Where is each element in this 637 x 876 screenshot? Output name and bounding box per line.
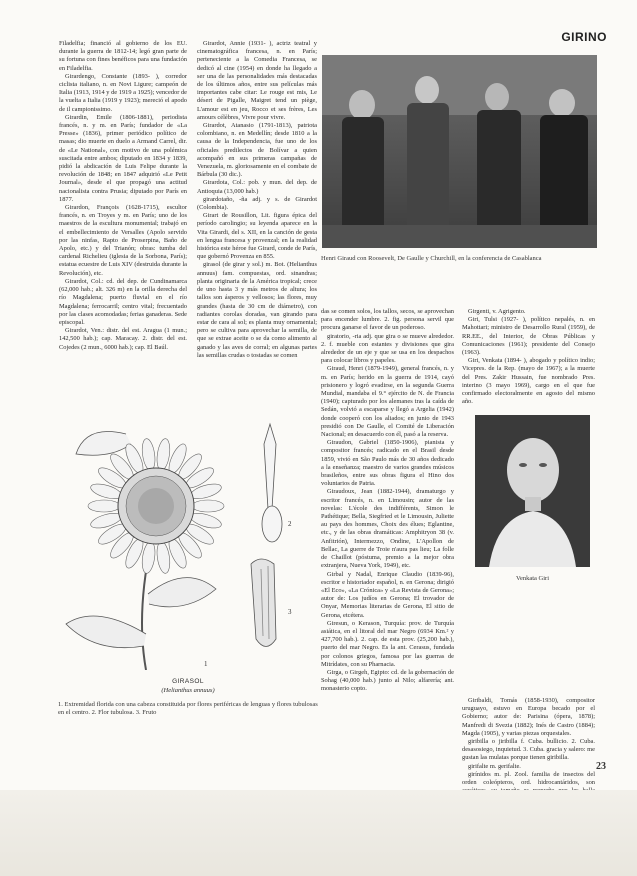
entry-paragraph: Giresun, o Kerason, Turquía: prov. de Turquía asiática, en el litoral del mar Negro (6934 Km.² y 427,700 hab.). 2. cap. de esta prov. (25,200 hab.), puerto del mar Negro. Es la ant. Cerasus, fundada por colonos griegos, famosa por las guerras de Mitrídates, con su Pharnacia. bbox=[321, 619, 454, 668]
entry-paragraph: Giri, Venkata (1894- ), abogado y político indio; Vicepres. de la Rep. (mayo de 1967); a la muerte del Pres. Zakir Hussain, fue nombrado Pres. interino (3 mayo 1969), cargo en el que fue confirmado electoralmente en agosto del mismo año. bbox=[462, 357, 595, 406]
entry-paragraph: Girardot, Ven.: distr. del est. Aragua (1 mun.; 142,500 hab.); cap. Maracay. 2. distr. del est. Cojedes (2 mun., 6000 hab.); cap. El Baúl. bbox=[59, 327, 187, 351]
entry-paragraph: Giri, Tulsi (1927- ), político nepalés, n. en Mahottari; ministro de Desarrollo Rural (1959), de RR.EE., del Interior, de Obras Públicas y Comunicaciones (1961); presidente del Consejo (1963). bbox=[462, 316, 595, 357]
illustration-latin-name: (Helianthus annuus) bbox=[161, 686, 215, 694]
figure-number-2: 2 bbox=[288, 520, 292, 528]
text-column-4 bbox=[462, 308, 595, 406]
entry-paragraph: girínidos m. pl. Zool. familia de insectos del orden coleópteros, ord. hidrocantáridos, son bbox=[462, 770, 595, 787]
sunflower-petal bbox=[192, 500, 224, 512]
entry-paragraph: das se comen solos, los tallos, secos, se aprovechan para encender lumbre. 2. fig. persona servil que procura ganarse el favor de un poderoso. bbox=[321, 308, 454, 332]
entry-paragraph: Filadelfia; financió al gobierno de los EU. durante la guerra de 1812-14; legó gran parte de su fortuna con fines benéficos para una fundación en Filadelfia. bbox=[59, 40, 187, 72]
figure-number-3: 3 bbox=[288, 608, 292, 616]
figure-number-1: 1 bbox=[204, 660, 208, 668]
entry-paragraph: Girardengo, Constante (1893- ), corredor ciclista italiano, n. en Novi Ligure; campeón de Italia (1913, 1914 y de 1919 a 1925); vencedor de la vuelta a Italia (1919 y 1923); mereció el apodo de il campionissimo. bbox=[59, 72, 187, 113]
photo-caption: Venkata Giri bbox=[515, 575, 550, 582]
entry-paragraph: Girga, o Girgeh, Egipto: cd. de la gobernación de Sohag (40,000 hab.) junto al Nilo; alfarería; ant. monasterio copto. bbox=[321, 668, 454, 693]
entry-paragraph: Girgenti, v. Agrigento. bbox=[468, 308, 526, 315]
photo-venkata-giri bbox=[475, 415, 590, 567]
illustration-caption bbox=[56, 678, 320, 695]
sunflower-illustration bbox=[56, 414, 320, 670]
sunflower-head-icon bbox=[88, 438, 224, 574]
photo-caption: Henri Giraud con Roosevelt, De Gaulle y Churchill, en la conferencia de Casablanca bbox=[321, 255, 542, 262]
entry-paragraph: Giraud, Henri (1879-1949), general francés, n. y m. en París; herido en la guerra de 1914, cayó prisionero y logró evadirse, en la segunda Guerra Mundial, mandaba el 9.° ejército de N. de Francia (1940); capturado por los alemanes tras la caída de Sedán, volvió a escaparse y llegó a Argelia (1942) donde cooperó con los aliados; en junio de 1943 presidió con De Gaulle, el Comité de Liberación Nacional; en desacuerdo con él, pasó a la reserva. bbox=[321, 365, 454, 439]
text-column-2 bbox=[197, 40, 317, 360]
entry-paragraph: Giraudoux, Jean (1882-1944), dramaturgo y escritor francés, n. en Limousin; autor de las novelas: L'école des indifférents, Simon le Pathétique; Bella, Siegfried et le Limousin, Juliette au pays des hommes, Choix des élues; Eglantine, etc., y de las obras dramáticas: Amphitryon 38 (v. Anfitrión), Intermezzo, Ondine, L'Apollon de Bellac, La guerre de Troie n'aura pas lieu; La folle de Chaillot (póstuma, premio a la mejor obra extranjera, Nueva York, 1949), etc. bbox=[321, 488, 454, 570]
illustration-footnote: 1. Extremidad florida con una cabeza constituida por flores periféricas de lenguas y flores tubulosas en el centro. 2. Flor tubulosa. 3. Fruto bbox=[58, 701, 318, 717]
text-column-1 bbox=[59, 40, 187, 352]
entry-paragraph: Girardon, François (1628-1715), escultor francés, n. en Troyes y m. en París; uno de los maestros de la escultura monumental; trabajó en el embellecimiento de Versalles (Apolo servido por las ninfas, Rapto de Proserpina, Baño de Apolo, etc.) y del Trianón; obras: tumba del cardenal Richelieu (iglesia de la Sorbona, París); estatua ecuestre de Luis XIV (destruida durante la Revolución), etc. bbox=[59, 204, 187, 277]
entry-paragraph: Girardot, Annie (1931- ), actriz teatral y cinematográfica francesa, n. en París; perteneciente a la Comedia Francesa, se dedicó al cine (1954) en donde ha llegado a ser una de las personalidades más destacadas de los últimos años, entre sus películas más importantes cabe citar: Le rouge est mis, Le désert de Pigalle, Maigret tend un piège, L'amour est en jeu, Rocco et ses frères, Les amours célèbres, Vivre pour vivre. bbox=[197, 40, 317, 121]
page-number: 23 bbox=[596, 761, 606, 772]
entry-paragraph: girardotaño, -ña adj. y s. de Girardot (Colombia). bbox=[197, 195, 317, 212]
entry-paragraph: giratorio, -ria adj. que gira o se mueve alrededor. 2. f. mueble con estantes y divisiones que gira alrededor de un eje y que se usa en los despachos para colocar libros y papeles. bbox=[321, 332, 454, 365]
entry-paragraph: girasol (de girar y sol.) m. Bot. (Helianthus annuus) fam. compuestas, ord. sinandras; planta originaria de la América tropical; crece de uno hasta 3 y más metros de altura; los tallos son ásperos y vellosos; las flores, muy grandes (hasta de 30 cm de diámetro), con radiantes corolas doradas, van girando para estar de cara al sol; es planta muy ornamental; pero se cultiva para aprovechar la semilla, de que se extrae aceite o se da como alimento al ganado y las aves de corral; en algunas partes las semillas crudas o tostadas se comen bbox=[197, 261, 317, 359]
page-margin-bottom bbox=[0, 790, 637, 876]
entry-paragraph: Giraudon, Gabriel (1850-1906), pianista y compositor francés; radicado en el Brasil desde 1859, vivió en São Paulo más de 30 años dedicado a la enseñanza; maestro de varios grandes músicos brasileños, entre sus obras figura el Hino dos voluntarios de Patria. bbox=[321, 439, 454, 488]
sunflower-petal bbox=[88, 500, 120, 512]
entry-paragraph: giribilla o jiribilla f. Cuba. bullicio. 2. Cuba. desasosiego, inquietud. 3. Cuba. gracia y salero: me gustan las mulatas porque tienen giribilla. bbox=[462, 738, 595, 762]
entry-paragraph: Girardot, Col.: cd. del dep. de Cundinamarca (62,000 hab.; alt. 326 m) en la orilla derecha del río Magdalena; puerto fluvial en el río Magdalena; ferrocarril; centro vital; frecuentado por las clases acomodadas; ferias ganaderas. Sede episcopal. bbox=[59, 277, 187, 326]
entry-paragraph: girifalte m. gerifalte. bbox=[468, 762, 521, 770]
text-column-3 bbox=[321, 308, 454, 694]
running-head: GIRINO bbox=[561, 30, 607, 44]
entry-paragraph: Girardota, Col.: pob. y mun. del dep. de Antioquia (13,000 hab.) bbox=[197, 179, 317, 195]
entry-paragraph: Giribaldi, Tomás (1858-1930), compositor uruguayo, estuvo en Europa becado por el Gobierno; autor de: Parisina (ópera, 1878); Manfredi di Svezia (1882); Inés de Castro (1884); Magda (1905), y varias piezas orquestales. bbox=[462, 697, 595, 737]
photo-casablanca-conference bbox=[322, 55, 597, 248]
entry-paragraph: Girart de Rousillon, Lit. figura épica del período carolingio; su leyenda aparece en la Vita Girardi, del s. XII, en la canción de gesta en lengua francesa y provenzal; en la realidad histórica este héroe fue Girard, conde de París, que gobernó Provenza en 855. bbox=[197, 212, 317, 261]
entry-paragraph: Girardot, Atanasio (1791-1813), patriota colombiano, n. en Medellín; desde 1810 a la causa de la Independencia, fue uno de los oficiales predilectos de Bolívar a quien acompañó en sus primeras campañas de Venezuela, m. gloriosamente en el combate de Bárbula (30 dic.). bbox=[197, 122, 317, 179]
entry-paragraph: Girardin, Emile (1806-1881), periodista francés, n. y m. en París; fundador de «La Presse» (1836), primer periódico político de masas; dio muerte en duelo a Armand Carrel, dir. de «Le National», con motivo de una polémica suscitada entre ambos; diputado en 1834 y 1839, pidió la abdicación de Luis Felipe durante la revolución de 1848; en 1847 adquirió «Le Petit Journal», desde el que propagó una actitud nacionalista contra Prusia; diputado por París en 1877. bbox=[59, 113, 187, 203]
illustration-title: GIRASOL bbox=[172, 678, 204, 685]
entry-paragraph: Girbal y Nadal, Enrique Claudio (1839-96), escritor e historiador español, n. en Gerona; dirigió «El Eco», «La Crónica» y «La Revista de Gerona»; autor de: Los judíos en Gerona; El trovador de Onyar, Memorias literarias de Gerona, El sitio de Gerona, etcétera. bbox=[321, 570, 454, 619]
